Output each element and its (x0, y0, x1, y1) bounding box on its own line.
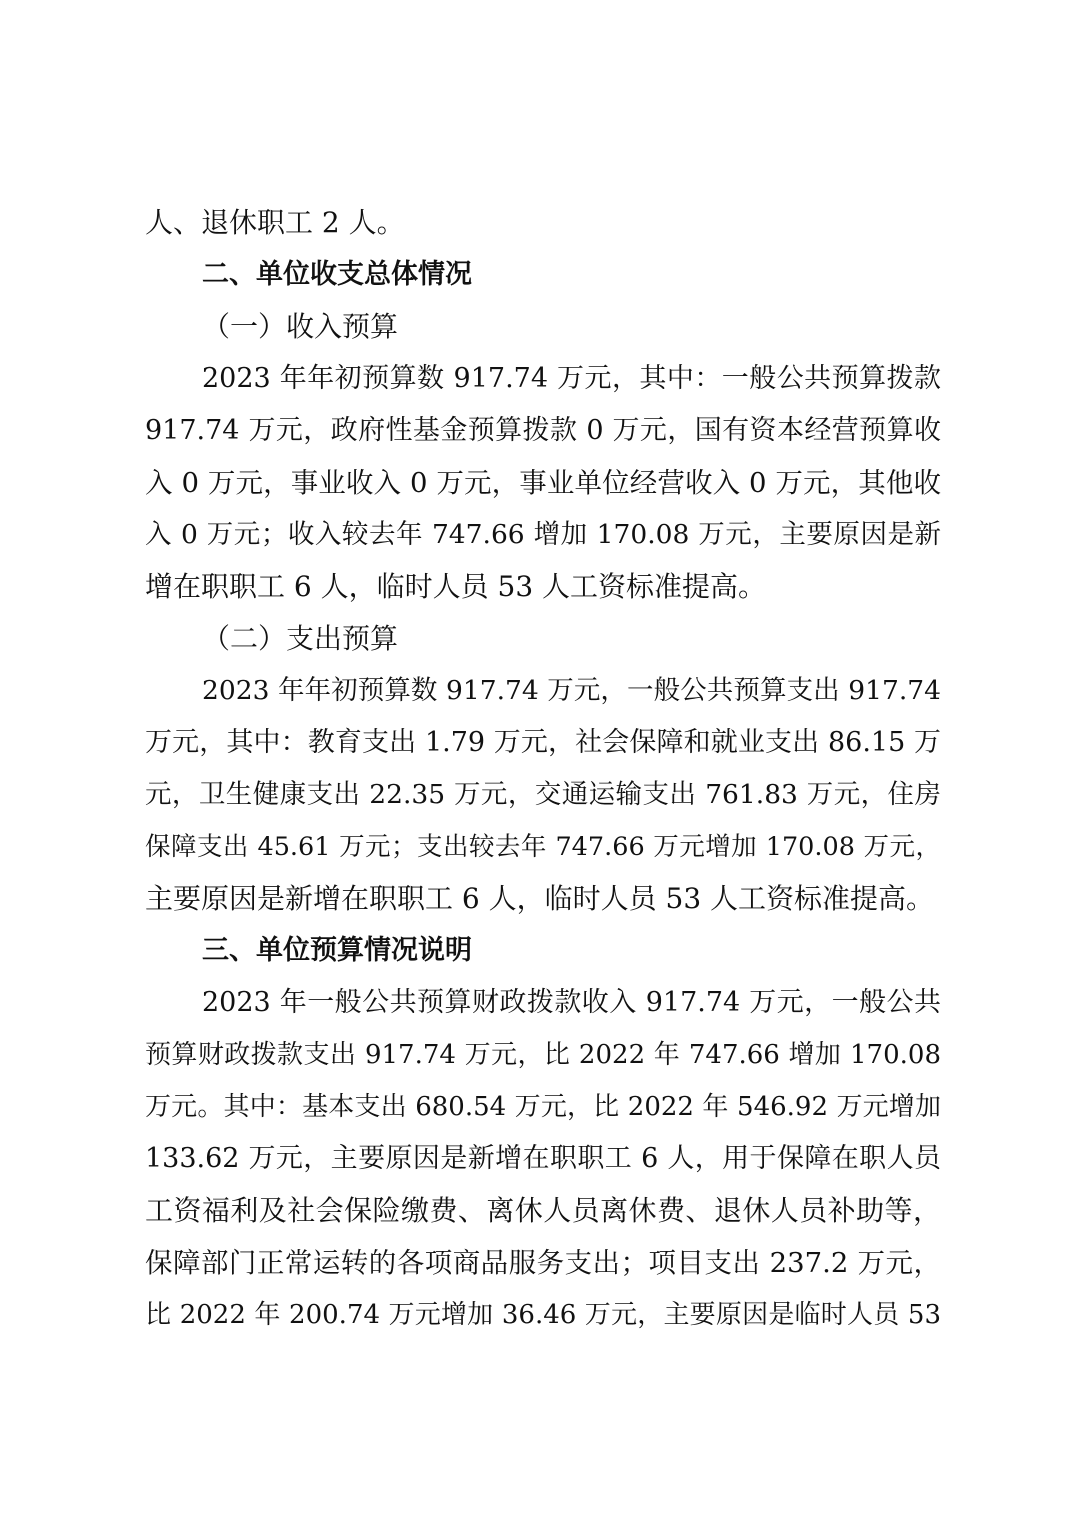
paragraph-line: 元，卫生健康支出 22.35 万元，交通运输支出 761.83 万元，住房 (145, 779, 941, 810)
section-heading: 二、单位收支总体情况 (202, 259, 472, 290)
paragraph-line: 133.62 万元，主要原因是新增在职职工 6 人，用于保障在职人员 (145, 1143, 941, 1174)
paragraph-line: 增在职职工 6 人，临时人员 53 人工资标准提高。 (145, 570, 767, 603)
paragraph-line: 保障部门正常运转的各项商品服务支出；项目支出 237.2 万元， (145, 1247, 941, 1279)
paragraph-line: 预算财政拨款支出 917.74 万元，比 2022 年 747.66 增加 170.08 (145, 1040, 941, 1070)
paragraph-line: 保障支出 45.61 万元；支出较去年 747.66 万元增加 170.08 万元， (145, 832, 941, 862)
section-heading: 三、单位预算情况说明 (202, 935, 472, 966)
subsection-heading: （一）收入预算 (202, 310, 399, 343)
paragraph-line: 比 2022 年 200.74 万元增加 36.46 万元，主要原因是临时人员 53 (145, 1300, 941, 1330)
paragraph-line: 主要原因是新增在职职工 6 人，临时人员 53 人工资标准提高。 (145, 882, 935, 915)
paragraph-line: 2023 年一般公共预算财政拨款收入 917.74 万元，一般公共 (202, 987, 941, 1018)
paragraph-line: 2023 年年初预算数 917.74 万元，一般公共预算支出 917.74 (202, 675, 941, 706)
subsection-heading: （二）支出预算 (202, 622, 399, 655)
paragraph-line: 2023 年年初预算数 917.74 万元，其中：一般公共预算拨款 (202, 363, 941, 394)
paragraph-line: 万元。其中：基本支出 680.54 万元，比 2022 年 546.92 万元增加 (145, 1092, 941, 1122)
paragraph-line: 人、退休职工 2 人。 (145, 206, 405, 239)
paragraph-line: 917.74 万元，政府性基金预算拨款 0 万元，国有资本经营预算收 (145, 415, 941, 446)
paragraph-line: 工资福利及社会保险缴费、离休人员离休费、退休人员补助等， (145, 1194, 941, 1227)
paragraph-line: 入 0 万元；收入较去年 747.66 增加 170.08 万元，主要原因是新 (145, 519, 941, 550)
paragraph-line: 万元，其中：教育支出 1.79 万元，社会保障和就业支出 86.15 万 (145, 727, 941, 758)
paragraph-line: 入 0 万元，事业收入 0 万元，事业单位经营收入 0 万元，其他收 (145, 467, 941, 499)
